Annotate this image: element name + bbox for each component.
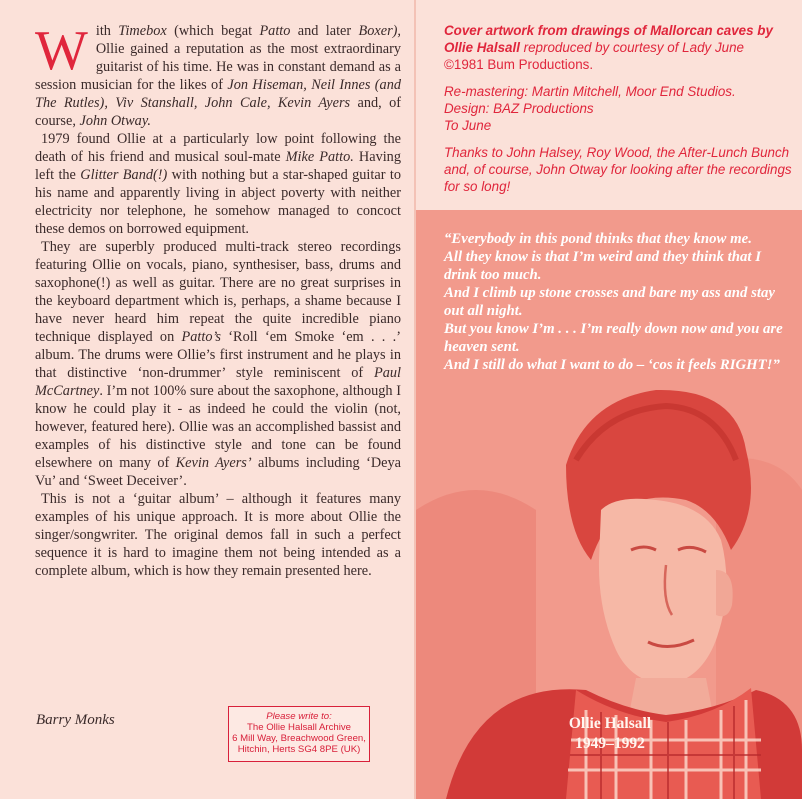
- production-credits: Re-mastering: Martin Mitchell, Moor End Studios. Design: BAZ Productions To June: [444, 84, 736, 133]
- quote-line: All they know is that I’m weird and they think that I drink too much.: [444, 249, 761, 283]
- quote-line: But you know I’m . . . I’m really down now and you are heaven sent.: [444, 321, 783, 355]
- author-byline: Barry Monks: [36, 712, 115, 728]
- paragraph-2: 1979 found Ollie at a particularly low point following the death of his friend and musical soul-mate Mike Patto. Having left the Glitter Band(!) with nothing but a star-shaped guitar to his name and apparently living in abject poverty with neither electricity nor telephone, he somehow managed to concoct these demos on borrowed equipment.: [35, 131, 401, 237]
- artwork-credit: Cover artwork from drawings of Mallorcan caves by Ollie Halsall reproduced by courtesy of Lady June ©1981 Bum Productions.: [444, 23, 773, 72]
- drop-cap: W: [35, 20, 88, 82]
- address-line: The Ollie Halsall Archive: [247, 722, 351, 733]
- address-line: Hitchin, Herts SG4 8PE (UK): [237, 744, 361, 755]
- thanks-text: Thanks to John Halsey, Roy Wood, the After-Lunch Bunch and, of course, John Otway for looking after the recordings for so long!: [444, 145, 792, 194]
- paragraph-4: This is not a ‘guitar album’ – although it features many examples of his unique approach. It is more about Ollie the singer/songwriter. The original demos fall in such a perfect sequence it is hard to imagine them not being intended as a complete album, which is how they remain presented here.: [35, 491, 401, 579]
- credits-block: [444, 22, 794, 205]
- pull-quote: [444, 230, 794, 374]
- paragraph-3: They are superbly produced multi-track stereo recordings featuring Ollie on vocals, piano, synthesiser, bass, drums and saxophone(!) as well as guitar. There are no great surprises in the keyboard department which is, perhaps, a shame because I have never heard him repeat the quite incredible piano technique displayed on Patto’s ‘Roll ‘em Smoke ‘em . . .’ album. The drums were Ollie’s first instrument and he plays in that distinctive ‘non-drummer’ style reminiscent of Paul McCartney. I’m not 100% sure about the saxophone, although I know he could play it - as indeed he could the violin (not, however, featured here). Ollie was an accomplished bassist and examples of his distinctive style and tone can be found elsewhere on many of Kevin Ayers’ albums including ‘Deya Vu’ and ‘Sweet Deceiver’.: [35, 239, 402, 489]
- liner-notes-article: [35, 22, 401, 580]
- quote-line: And I climb up stone crosses and bare my ass and stay out all night.: [444, 285, 775, 319]
- quote-line: And I still do what I want to do – ‘cos it feels RIGHT!”: [444, 357, 780, 373]
- paragraph-1: With Timebox (which begat Patto and later Boxer), Ollie gained a reputation as the most extraordinary guitarist of his time. He was in constant demand as a session musician for the likes of Jon Hiseman, Neil Innes (and The Rutles), Viv Stanshall, John Cale, Kevin Ayers and, of course, John Otway.: [35, 20, 401, 129]
- caption-name: Ollie Halsall: [568, 715, 652, 732]
- photo-caption: [520, 714, 700, 754]
- address-line: 6 Mill Way, Breachwood Green,: [232, 733, 366, 744]
- caption-years: 1949–1992: [575, 735, 645, 752]
- archive-address-box: [228, 706, 370, 762]
- quote-line: “Everybody in this pond thinks that they know me.: [444, 231, 752, 247]
- address-title: Please write to:: [266, 711, 332, 722]
